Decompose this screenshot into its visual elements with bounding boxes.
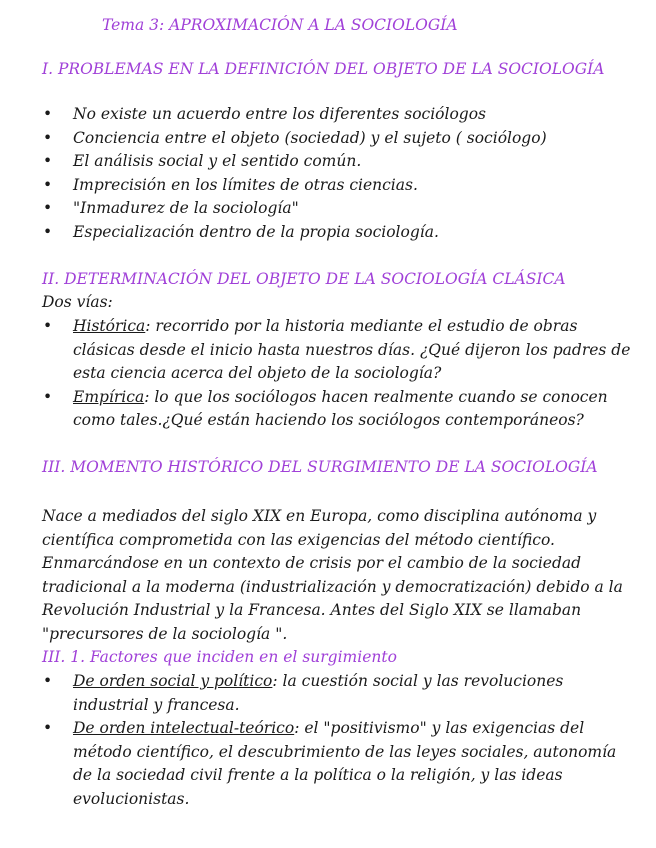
term-intelectual-teorico: De orden intelectual-teórico [73, 719, 295, 737]
list-item: • De orden social y político: la cuestión social y las revoluciones industrial y francesa. [43, 672, 564, 714]
document-title: Tema 3: APROXIMACIÓN A LA SOCIOLOGÍA [102, 16, 458, 34]
section1-list [42, 103, 634, 244]
section3-list [42, 670, 634, 811]
section2-list [42, 315, 634, 433]
list-item: • Imprecisión en los límites de otras ciencias. [43, 175, 418, 194]
list-item: • Conciencia entre el objeto (sociedad) y el sujeto ( sociólogo) [43, 128, 547, 147]
section3-heading: III. MOMENTO HISTÓRICO DEL SURGIMIENTO DE LA SOCIOLOGÍA [42, 458, 598, 476]
list-item: • De orden intelectual-teórico: el "positivismo" y las exigencias del método científico, el descubrimiento de las leyes sociales, autonomía de la sociedad civil frente a la política o la religión, y las ideas evolucionistas. [43, 719, 617, 808]
section2-intro: Dos vías: [42, 293, 113, 311]
list-item: • "Inmadurez de la sociología" [43, 199, 299, 217]
term-social-politico: De orden social y político [73, 672, 273, 690]
section3-subheading: III. 1. Factores que inciden en el surgimiento [42, 648, 397, 666]
list-item: • Empírica: lo que los sociólogos hacen realmente cuando se conocen como tales.¿Qué están haciendo los sociólogos contemporáneos? [43, 387, 608, 429]
list-item: • Especialización dentro de la propia sociología. [43, 222, 439, 241]
list-item: • El análisis social y el sentido común. [43, 152, 362, 170]
section2-heading: II. DETERMINACIÓN DEL OBJETO DE LA SOCIOLOGÍA CLÁSICA [42, 270, 566, 288]
section1-heading: I. PROBLEMAS EN LA DEFINICIÓN DEL OBJETO DE LA SOCIOLOGÍA [42, 60, 605, 78]
section3-paragraph: Nace a mediados del siglo XIX en Europa, como disciplina autónoma y científica comprometida con las exigencias del método científico. Enmarcándose en un contexto de crisis por el cambio de la sociedad tradicional a la moderna (industrialización y democratización) debido a la Revolución Industrial y la Francesa. Antes del Siglo XIX se llamaban "precursores de la sociología ". [42, 507, 623, 643]
term-empirica: Empírica [73, 387, 145, 406]
list-item: • No existe un acuerdo entre los diferentes sociólogos [43, 105, 486, 123]
term-historica: Histórica [73, 317, 146, 335]
list-item: • Histórica: recorrido por la historia mediante el estudio de obras clásicas desde el inicio hasta nuestros días. ¿Qué dijeron los padres de esta ciencia acerca del objeto de la sociología? [43, 317, 631, 382]
